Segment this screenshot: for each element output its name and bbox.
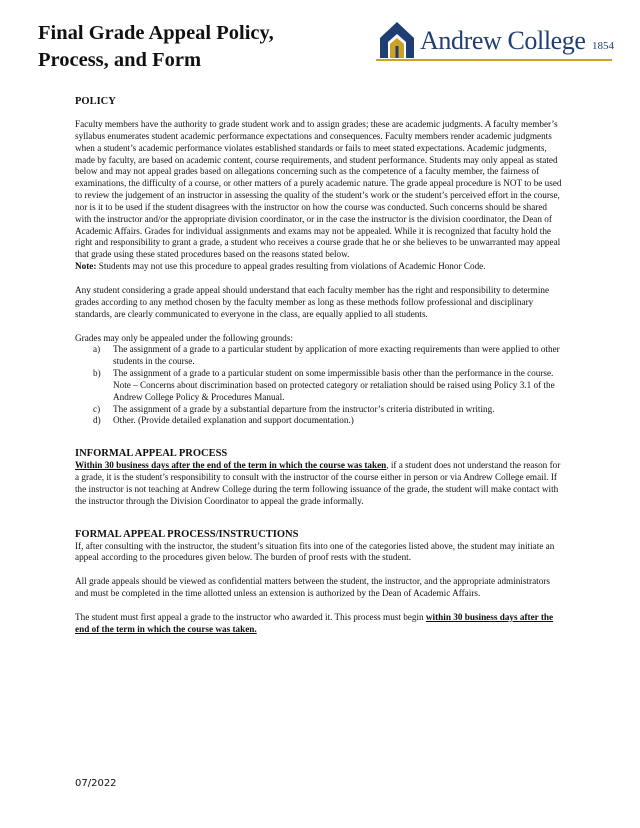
grounds-marker: b)	[93, 368, 101, 379]
policy-paragraph-1	[75, 119, 565, 273]
informal-deadline: Within 30 business days after the end of the term in which the course was taken	[75, 460, 387, 471]
document-title	[38, 20, 338, 74]
grounds-text: The assignment of a grade by a substantial departure from the instructor’s criteria distributed in writing.	[113, 403, 495, 414]
informal-text: , if a student does not understand the reason for a grade, it is the student’s responsibility to consult with the instructor of the course either in person or via Andrew College email. If the instructor is not teaching at Andrew College during the term following issuance of the grade, the student will make contact with the instructor through the Division Coordinator to appeal the grade informally.	[75, 460, 561, 506]
title-line-2: Process, and Form	[38, 49, 202, 71]
grounds-intro: Grades may only be appealed under the following grounds:	[75, 332, 293, 343]
title-line-1: Final Grade Appeal Policy,	[38, 22, 274, 44]
policy-paragraph-1-text: Faculty members have the authority to grade student work and to assign grades; these are academic judgments. A faculty member’s syllabus enumerates student academic performance expectations and consequences. Faculty members render academic judgments when a student’s academic performance violates established standards or fails to meet stated expectations. Academic judgments, made by faculty, are based on academic content, course requirements, and student performance. Students may only appeal as stated below and may not appeal grades based on allegations concerning such as the competence of a faculty member, the fairness of examinations, the difficulty of a course, or other matters of a purely academic nature. The grade appeal procedure is NOT to be used to review the judgement of an instructor in assessing the quality of the student’s work or the student’s perceived effort in the course, nor is it to be used if the student disagrees with the instructor on how the course was conducted. Such concerns should be shared with the instructor and/or the appropriate division coordinator, or in the case the instructor is the division coordinator, the Dean of Academic Affairs. Grades for individual assignments and exams may not be appealed. While it is recognized that faculty hold the right and responsibility to grant a grade, a student who receives a course grade that he or she believes to be unwarranted may appeal that grade using these stated procedures based on the reasons stated below.	[75, 119, 562, 260]
document-body	[75, 95, 565, 636]
informal-paragraph	[75, 460, 565, 507]
grounds-text: The assignment of a grade to a particular student by application of more exacting requirements than were applied to other students in the course.	[113, 344, 560, 367]
formal-paragraph-3-text: The student must first appeal a grade to the instructor who awarded it. This process must begin	[75, 612, 426, 622]
grounds-text: The assignment of a grade to a particular student on some impermissible basis other than the performance in the course. Note – Concerns about discrimination based on protected category or retaliation should be raised using Policy 3.1 of the Andrew College Policy & Procedures Manual.	[113, 368, 555, 402]
logo-year: 1854	[592, 40, 614, 52]
formal-paragraph-1: If, after consulting with the instructor, the student’s situation fits into one of the categories listed above, the student may initiate an appeal according to the procedures given below. The burden of proof rests with the student.	[75, 540, 555, 563]
tower-icon	[376, 20, 418, 58]
grounds-item	[93, 404, 565, 416]
grounds-marker: c)	[93, 403, 101, 414]
policy-paragraph-2: Any student considering a grade appeal should understand that each faculty member has the right and responsibility to determine grades according to any method chosen by the faculty member as long as these methods follow professional and disciplinary standards, are clearly communicated to everyone in the class, are equally applied to all students.	[75, 284, 550, 319]
grounds-marker: d)	[93, 415, 101, 426]
formal-paragraph-2: All grade appeals should be viewed as confidential matters between the student, the instructor, and the appropriate administrators and must be completed in the time allotted unless an extension is authorized by the Dean of Academic Affairs.	[75, 576, 550, 599]
formal-deadline: within 30 business days after the end of the term in which the course was taken.	[75, 612, 554, 634]
logo-underline	[376, 59, 612, 61]
grounds-marker: a)	[93, 344, 101, 355]
informal-heading: INFORMAL APPEAL PROCESS	[75, 448, 228, 460]
formal-heading: FORMAL APPEAL PROCESS/INSTRUCTIONS	[75, 528, 299, 540]
logo-wordmark: Andrew College	[420, 26, 586, 55]
footer-date: 07/2022	[75, 778, 117, 789]
policy-heading: POLICY	[75, 96, 116, 107]
grounds-list	[75, 344, 565, 427]
note-label: Note:	[75, 261, 97, 272]
note-text: Students may not use this procedure to appeal grades resulting from violations of Academic Honor Code.	[96, 261, 486, 272]
grounds-item	[93, 415, 565, 427]
formal-paragraph-3	[75, 612, 565, 636]
grounds-item	[93, 344, 565, 368]
grounds-text: Other. (Provide detailed explanation and support documentation.)	[113, 415, 354, 426]
andrew-college-logo	[376, 20, 616, 64]
grounds-item	[93, 368, 565, 404]
